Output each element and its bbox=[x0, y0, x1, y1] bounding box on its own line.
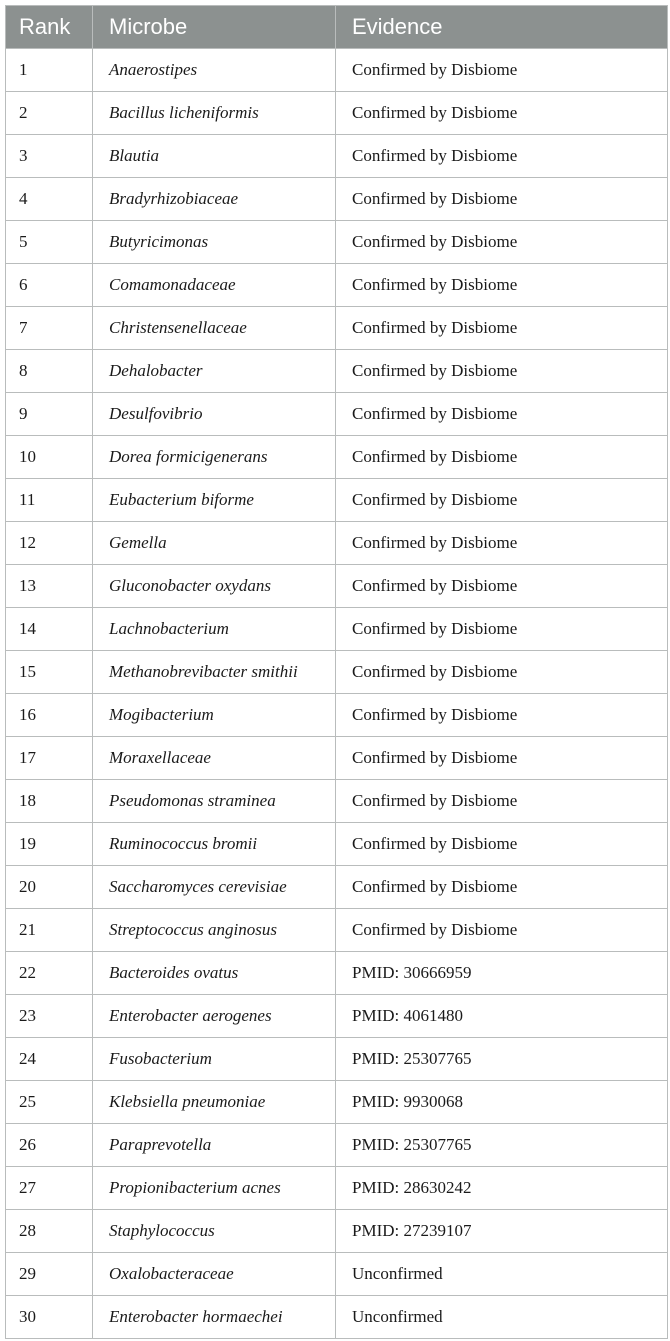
rank-cell: 1 bbox=[6, 49, 93, 92]
table-row bbox=[6, 221, 668, 264]
column-header-evidence: Evidence bbox=[336, 6, 668, 49]
table-header bbox=[6, 6, 668, 49]
evidence-cell: Confirmed by Disbiome bbox=[336, 264, 668, 307]
microbe-cell: Dorea formicigenerans bbox=[93, 436, 336, 479]
table-row bbox=[6, 92, 668, 135]
evidence-cell: Confirmed by Disbiome bbox=[336, 178, 668, 221]
evidence-cell: Confirmed by Disbiome bbox=[336, 49, 668, 92]
rank-cell: 24 bbox=[6, 1038, 93, 1081]
microbe-cell: Staphylococcus bbox=[93, 1210, 336, 1253]
table-row bbox=[6, 952, 668, 995]
evidence-cell: PMID: 25307765 bbox=[336, 1124, 668, 1167]
microbe-ranking-table bbox=[5, 5, 668, 1339]
table-row bbox=[6, 522, 668, 565]
evidence-cell: Confirmed by Disbiome bbox=[336, 909, 668, 952]
rank-cell: 10 bbox=[6, 436, 93, 479]
table-row bbox=[6, 393, 668, 436]
evidence-cell: PMID: 30666959 bbox=[336, 952, 668, 995]
table-row bbox=[6, 866, 668, 909]
column-header-rank: Rank bbox=[6, 6, 93, 49]
evidence-cell: Confirmed by Disbiome bbox=[336, 479, 668, 522]
table-row bbox=[6, 565, 668, 608]
table-row bbox=[6, 350, 668, 393]
microbe-cell: Methanobrevibacter smithii bbox=[93, 651, 336, 694]
rank-cell: 19 bbox=[6, 823, 93, 866]
microbe-cell: Enterobacter hormaechei bbox=[93, 1296, 336, 1339]
evidence-cell: Confirmed by Disbiome bbox=[336, 393, 668, 436]
rank-cell: 9 bbox=[6, 393, 93, 436]
rank-cell: 16 bbox=[6, 694, 93, 737]
rank-cell: 3 bbox=[6, 135, 93, 178]
rank-cell: 7 bbox=[6, 307, 93, 350]
evidence-cell: Confirmed by Disbiome bbox=[336, 522, 668, 565]
column-header-microbe: Microbe bbox=[93, 6, 336, 49]
table-row bbox=[6, 135, 668, 178]
table-row bbox=[6, 1038, 668, 1081]
rank-cell: 22 bbox=[6, 952, 93, 995]
rank-cell: 6 bbox=[6, 264, 93, 307]
table-row bbox=[6, 178, 668, 221]
rank-cell: 14 bbox=[6, 608, 93, 651]
evidence-cell: Confirmed by Disbiome bbox=[336, 651, 668, 694]
microbe-cell: Anaerostipes bbox=[93, 49, 336, 92]
evidence-cell: Confirmed by Disbiome bbox=[336, 92, 668, 135]
evidence-cell: PMID: 4061480 bbox=[336, 995, 668, 1038]
microbe-cell: Enterobacter aerogenes bbox=[93, 995, 336, 1038]
microbe-cell: Klebsiella pneumoniae bbox=[93, 1081, 336, 1124]
rank-cell: 15 bbox=[6, 651, 93, 694]
table-row bbox=[6, 479, 668, 522]
table-row bbox=[6, 1253, 668, 1296]
table-row bbox=[6, 651, 668, 694]
rank-cell: 21 bbox=[6, 909, 93, 952]
rank-cell: 12 bbox=[6, 522, 93, 565]
rank-cell: 4 bbox=[6, 178, 93, 221]
rank-cell: 27 bbox=[6, 1167, 93, 1210]
rank-cell: 17 bbox=[6, 737, 93, 780]
table-row bbox=[6, 737, 668, 780]
table-row bbox=[6, 49, 668, 92]
microbe-cell: Streptococcus anginosus bbox=[93, 909, 336, 952]
microbe-cell: Moraxellaceae bbox=[93, 737, 336, 780]
evidence-cell: Confirmed by Disbiome bbox=[336, 221, 668, 264]
table-row bbox=[6, 694, 668, 737]
table-row bbox=[6, 307, 668, 350]
evidence-cell: PMID: 9930068 bbox=[336, 1081, 668, 1124]
microbe-cell: Comamonadaceae bbox=[93, 264, 336, 307]
table-row bbox=[6, 909, 668, 952]
rank-cell: 11 bbox=[6, 479, 93, 522]
evidence-cell: PMID: 27239107 bbox=[336, 1210, 668, 1253]
evidence-cell: PMID: 25307765 bbox=[336, 1038, 668, 1081]
evidence-cell: Confirmed by Disbiome bbox=[336, 436, 668, 479]
table-row bbox=[6, 1124, 668, 1167]
microbe-cell: Christensenellaceae bbox=[93, 307, 336, 350]
table-row bbox=[6, 780, 668, 823]
microbe-cell: Blautia bbox=[93, 135, 336, 178]
rank-cell: 25 bbox=[6, 1081, 93, 1124]
rank-cell: 8 bbox=[6, 350, 93, 393]
microbe-cell: Bacillus licheniformis bbox=[93, 92, 336, 135]
table-row bbox=[6, 1167, 668, 1210]
microbe-cell: Saccharomyces cerevisiae bbox=[93, 866, 336, 909]
evidence-cell: Confirmed by Disbiome bbox=[336, 694, 668, 737]
microbe-cell: Gluconobacter oxydans bbox=[93, 565, 336, 608]
table-row bbox=[6, 1296, 668, 1339]
evidence-cell: Confirmed by Disbiome bbox=[336, 608, 668, 651]
rank-cell: 26 bbox=[6, 1124, 93, 1167]
microbe-cell: Gemella bbox=[93, 522, 336, 565]
evidence-cell: PMID: 28630242 bbox=[336, 1167, 668, 1210]
microbe-cell: Oxalobacteraceae bbox=[93, 1253, 336, 1296]
microbe-cell: Desulfovibrio bbox=[93, 393, 336, 436]
evidence-cell: Confirmed by Disbiome bbox=[336, 823, 668, 866]
evidence-cell: Confirmed by Disbiome bbox=[336, 307, 668, 350]
microbe-cell: Ruminococcus bromii bbox=[93, 823, 336, 866]
rank-cell: 20 bbox=[6, 866, 93, 909]
rank-cell: 23 bbox=[6, 995, 93, 1038]
table-row bbox=[6, 436, 668, 479]
microbe-cell: Eubacterium biforme bbox=[93, 479, 336, 522]
evidence-cell: Confirmed by Disbiome bbox=[336, 565, 668, 608]
rank-cell: 13 bbox=[6, 565, 93, 608]
microbe-cell: Bacteroides ovatus bbox=[93, 952, 336, 995]
microbe-cell: Paraprevotella bbox=[93, 1124, 336, 1167]
rank-cell: 28 bbox=[6, 1210, 93, 1253]
microbe-cell: Lachnobacterium bbox=[93, 608, 336, 651]
table-row bbox=[6, 264, 668, 307]
microbe-cell: Propionibacterium acnes bbox=[93, 1167, 336, 1210]
rank-cell: 29 bbox=[6, 1253, 93, 1296]
evidence-cell: Confirmed by Disbiome bbox=[336, 135, 668, 178]
header-row bbox=[6, 6, 668, 49]
table-row bbox=[6, 1210, 668, 1253]
microbe-cell: Fusobacterium bbox=[93, 1038, 336, 1081]
evidence-cell: Confirmed by Disbiome bbox=[336, 780, 668, 823]
rank-cell: 30 bbox=[6, 1296, 93, 1339]
rank-cell: 2 bbox=[6, 92, 93, 135]
table-row bbox=[6, 1081, 668, 1124]
evidence-cell: Confirmed by Disbiome bbox=[336, 350, 668, 393]
table-body bbox=[6, 49, 668, 1339]
rank-cell: 5 bbox=[6, 221, 93, 264]
rank-cell: 18 bbox=[6, 780, 93, 823]
evidence-cell: Unconfirmed bbox=[336, 1296, 668, 1339]
evidence-cell: Confirmed by Disbiome bbox=[336, 866, 668, 909]
evidence-cell: Confirmed by Disbiome bbox=[336, 737, 668, 780]
microbe-cell: Mogibacterium bbox=[93, 694, 336, 737]
table-row bbox=[6, 995, 668, 1038]
microbe-cell: Butyricimonas bbox=[93, 221, 336, 264]
microbe-cell: Dehalobacter bbox=[93, 350, 336, 393]
microbe-cell: Bradyrhizobiaceae bbox=[93, 178, 336, 221]
table-row bbox=[6, 608, 668, 651]
table-row bbox=[6, 823, 668, 866]
microbe-cell: Pseudomonas straminea bbox=[93, 780, 336, 823]
evidence-cell: Unconfirmed bbox=[336, 1253, 668, 1296]
